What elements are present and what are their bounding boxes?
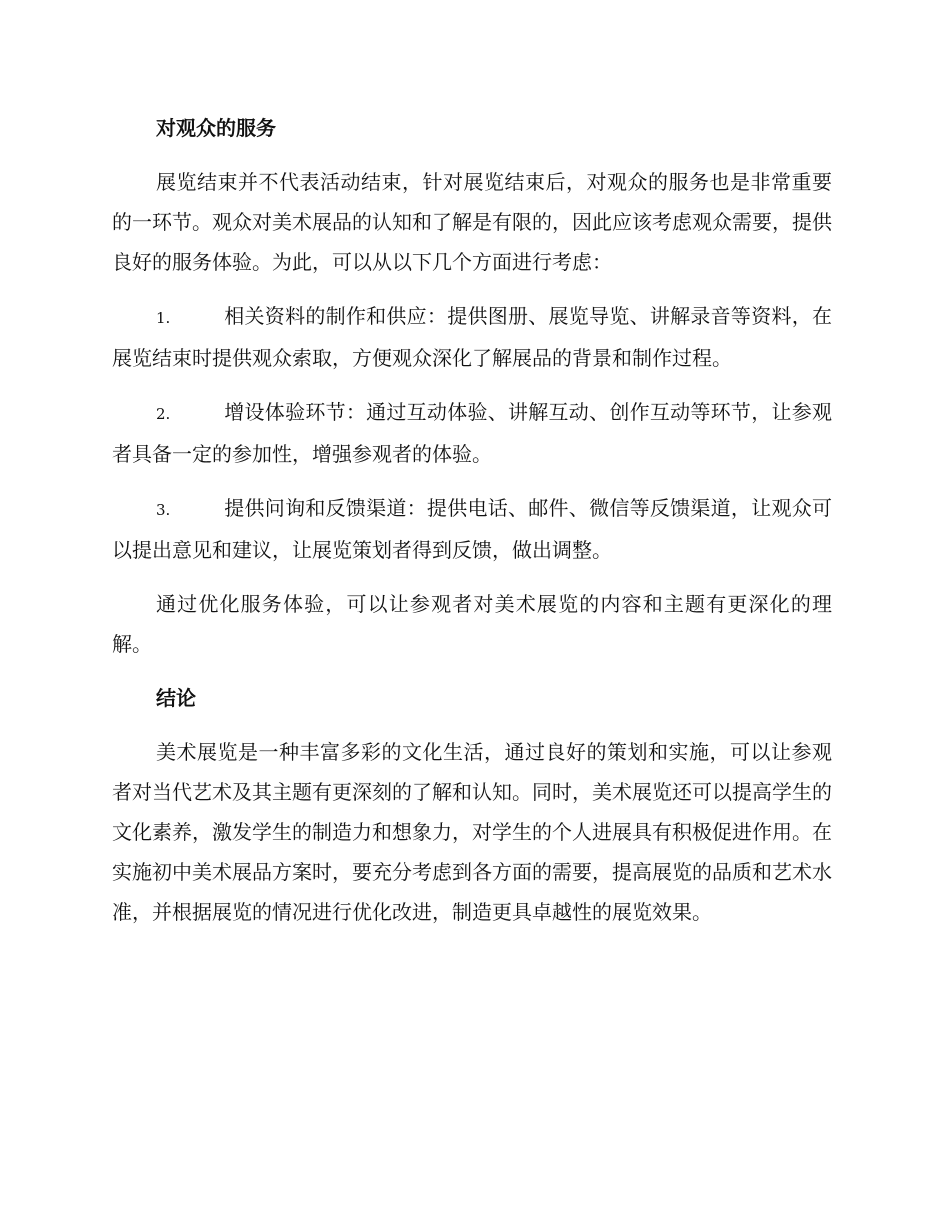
list-item-text: 相关资料的制作和供应：提供图册、展览导览、讲解录音等资料，在展览结束时提供观众索取，方便观众深化了解展品的背景和制作过程。	[112, 304, 832, 370]
paragraph-outro: 通过优化服务体验，可以让参观者对美术展览的内容和主题有更深化的理解。	[112, 592, 832, 656]
list-item	[112, 392, 832, 474]
list-item-text: 增设体验环节：通过互动体验、讲解互动、创作互动等环节，让参观者具备一定的参加性，增强参观者的体验。	[112, 400, 832, 466]
list-item-number: 3.	[156, 501, 171, 519]
list-item	[112, 296, 832, 378]
list-item-number: 2.	[156, 405, 171, 423]
document-content	[112, 108, 832, 946]
paragraph-intro: 展览结束并不代表活动结束，针对展览结束后，对观众的服务也是非常重要的一环节。观众对美术展品的认知和了解是有限的，因此应该考虑观众需要，提供良好的服务体验。为此，可以从以下几个方面进行考虑：	[112, 170, 832, 274]
list-item-number: 1.	[156, 309, 171, 327]
section-heading-conclusion: 结论	[156, 686, 196, 710]
list-item-text: 提供问询和反馈渠道：提供电话、邮件、微信等反馈渠道，让观众可以提出意见和建议，让展览策划者得到反馈，做出调整。	[112, 496, 832, 562]
section-heading-audience-service: 对观众的服务	[156, 116, 276, 140]
paragraph-conclusion: 美术展览是一种丰富多彩的文化生活，通过良好的策划和实施，可以让参观者对当代艺术及其主题有更深刻的了解和认知。同时，美术展览还可以提高学生的文化素养，激发学生的制造力和想象力，对学生的个人进展具有积极促进作用。在实施初中美术展品方案时，要充分考虑到各方面的需要，提高展览的品质和艺术水准，并根据展览的情况进行优化改进，制造更具卓越性的展览效果。	[112, 740, 832, 924]
list-item	[112, 488, 832, 570]
